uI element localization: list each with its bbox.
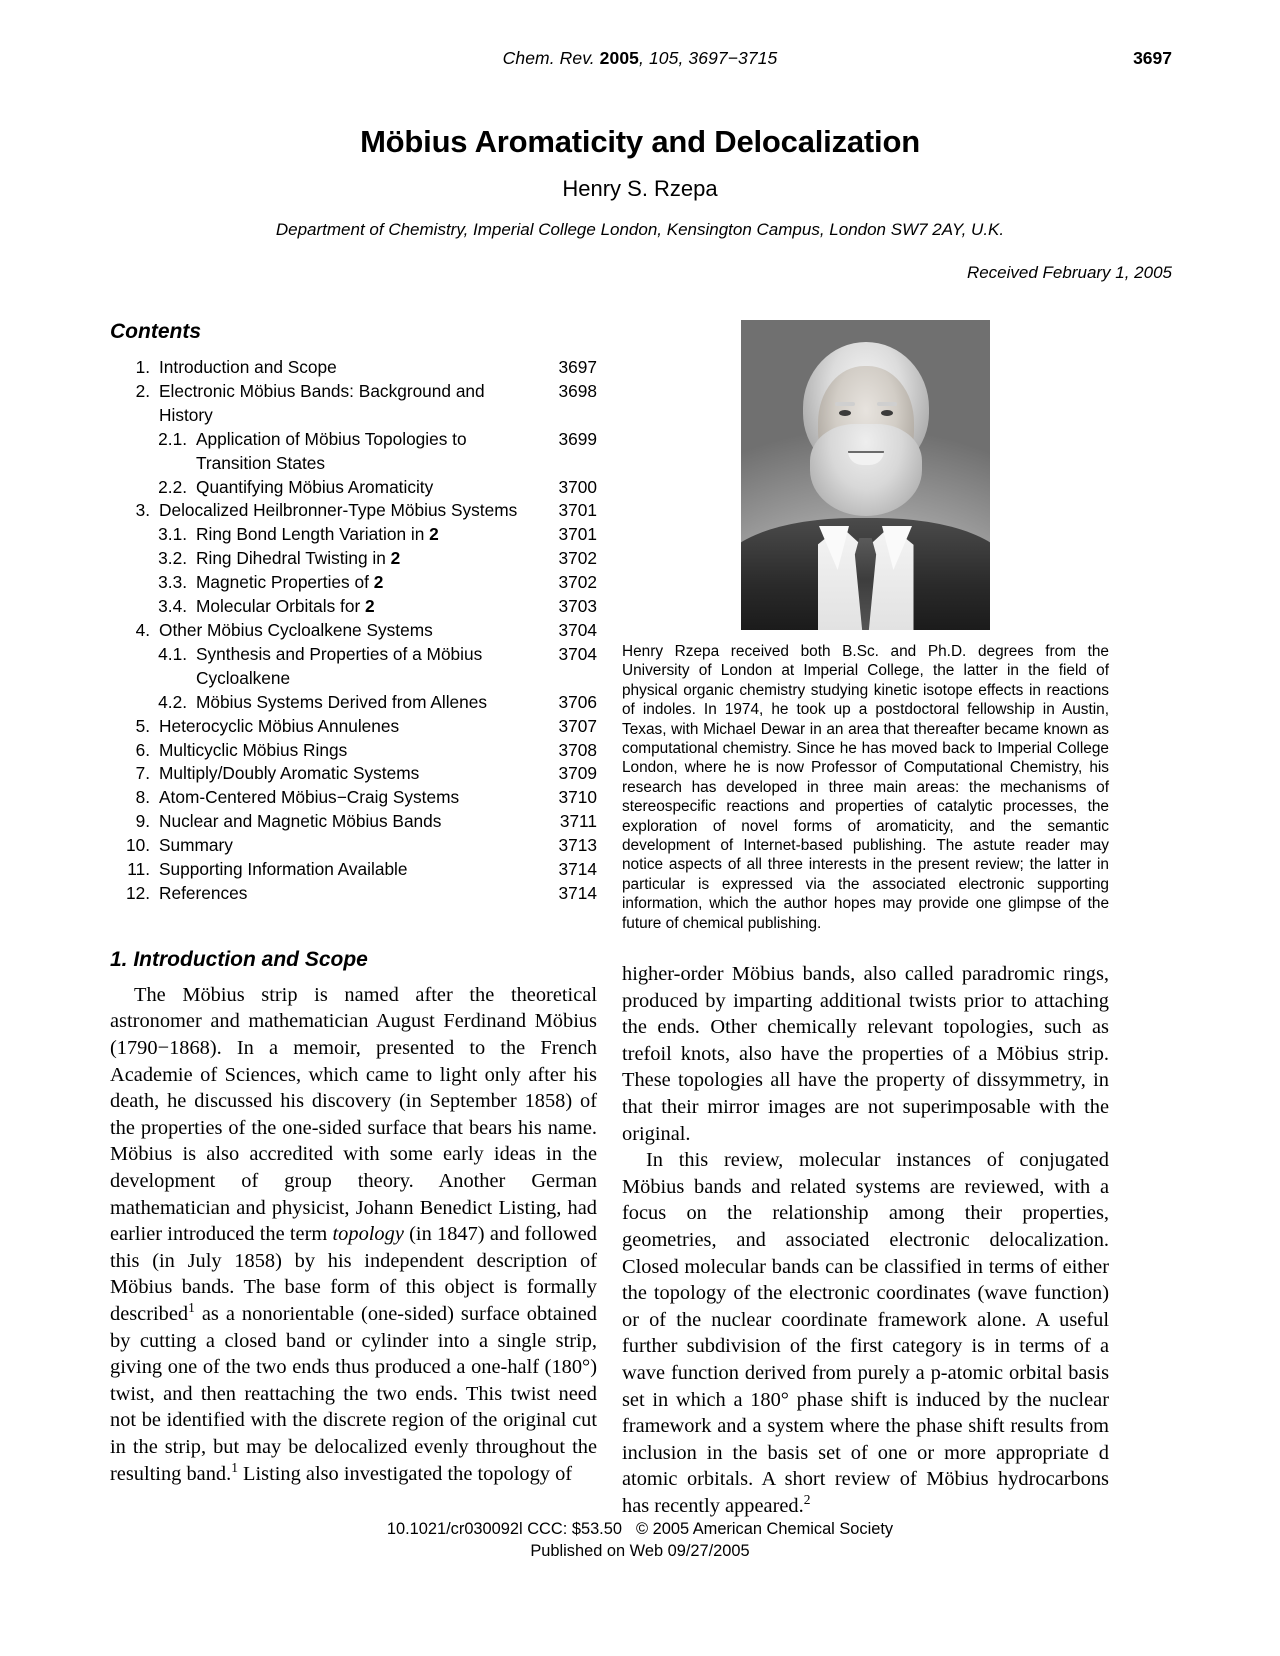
toc-entry-page: 3699 xyxy=(558,428,597,449)
author-biography: Henry Rzepa received both B.Sc. and Ph.D. degrees from the University of London at Imperial College, the latter in the field of physical organic chemistry studying kinetic isotope effects in reactions of indoles. In 1974, he took up a postdoctoral fellowship in Austin, Texas, with Michael Dewar in an area that thereafter became known as computational chemistry. Since he has moved back to Imperial College London, where he is now Professor of Computational Chemistry, his research has developed in three main areas: the mechanisms of stereospecific reactions and properties of catalytic processes, the exploration of novel forms of aromaticity, and the semantic development of Internet-based publishing. The astute reader may notice aspects of all three interests in the present review; the latter in particular is expressed via the associated electronic supporting information, which the author hopes may provide one glimpse of the future of chemical publishing. xyxy=(622,643,1109,932)
toc-entry-number: 9. xyxy=(135,811,150,832)
toc-entry-number: 1. xyxy=(135,357,150,377)
portrait-eyebrow-right xyxy=(877,402,897,406)
toc-entry-title: Heterocyclic Möbius Annulenes xyxy=(159,715,400,736)
toc-entry-page: 3704 xyxy=(558,619,597,640)
toc-entry-page: 3708 xyxy=(558,739,597,760)
toc-entry-title: Quantifying Möbius Aromaticity xyxy=(196,476,434,497)
toc-entry-page: 3706 xyxy=(558,691,597,712)
toc-entry-number: 2.2. xyxy=(158,476,187,497)
toc-entry[interactable] xyxy=(110,882,597,906)
right-column xyxy=(622,320,1109,1520)
toc-entry-page: 3704 xyxy=(558,643,597,664)
toc-entry-number: 2. xyxy=(135,380,150,401)
toc-entry[interactable] xyxy=(110,619,597,643)
left-column xyxy=(110,320,597,1487)
toc-entry-title: Electronic Möbius Bands: Background and History xyxy=(159,380,485,425)
portrait-figure xyxy=(622,320,1109,630)
toc-entry-number: 3. xyxy=(135,500,150,521)
portrait-eye-left xyxy=(839,410,851,416)
toc-entry-title: Magnetic Properties of 2 xyxy=(196,572,384,593)
received-date: Received February 1, 2005 xyxy=(966,263,1172,282)
running-head-citation: Chem. Rev. 2005, 105, 3697−3715 xyxy=(502,48,778,68)
toc-entry-number: 8. xyxy=(135,787,150,808)
toc-entry-title: References xyxy=(159,882,248,903)
toc-entry-page: 3711 xyxy=(559,811,597,832)
toc-entry-number: 4.2. xyxy=(158,691,187,712)
footer-line-2: Published on Web 09/27/2005 xyxy=(530,1542,750,1560)
section-1-paragraph-1-continuation: higher-order Möbius bands, also called paradromic rings, produced by imparting additional twists prior to attaching the ends. Other chemically relevant topologies, such as trefoil knots, also have the properties of a Möbius strip. These topologies all have the property of dissymmetry, in that their mirror images are not superimposable with the original. xyxy=(622,963,1109,1145)
portrait-eye-right xyxy=(881,410,893,416)
article-title: Möbius Aromaticity and Delocalization xyxy=(360,123,920,159)
toc-entry[interactable] xyxy=(110,786,597,810)
toc-entry-number: 2.1. xyxy=(158,428,187,449)
portrait-eyebrow-left xyxy=(835,402,855,406)
toc-entry[interactable] xyxy=(110,523,597,547)
toc-entry-title: Multicyclic Möbius Rings xyxy=(159,739,348,760)
toc-entry-page: 3703 xyxy=(558,596,597,617)
author-list: Henry S. Rzepa xyxy=(562,176,718,201)
toc-entry-page: 3702 xyxy=(558,572,597,593)
toc-entry[interactable] xyxy=(110,428,597,476)
section-1-paragraph-1: The Möbius strip is named after the theoretical astronomer and mathematician August Ferdinand Möbius (1790−1868). In a memoir, presented to the French Academie of Sciences, which came to light only after his death, he discussed his discovery (in September 1858) of the properties of the one-sided surface that bears his name. Möbius is also accredited with some early ideas in the development of group theory. Another German mathematician and physicist, Johann Benedict Listing, had earlier introduced the term topology (in 1847) and followed this (in July 1858) by his independent description of Möbius bands. The base form of this object is formally described$^1$ as a nonorientable (one-sided) surface obtained by cutting a closed band or cylinder into a single strip, giving one of the two ends thus produced a one-half (180°) twist, and then reattaching the two ends. This twist need not be identified with the discrete region of the original cut in the strip, but may be delocalized evenly throughout the resulting band.$^1$ Listing also investigated the topology of xyxy=(110,983,597,1485)
toc-entry-number: 11. xyxy=(127,859,150,880)
toc-entry-number: 5. xyxy=(135,715,150,736)
journal-volume: 105 xyxy=(648,48,679,68)
toc-entry-page: 3710 xyxy=(558,787,597,808)
toc-entry-title: Application of Möbius Topologies to Transition States xyxy=(196,428,467,473)
toc-entry-number: 4. xyxy=(135,619,150,640)
toc-entry-title: Ring Bond Length Variation in 2 xyxy=(196,524,439,545)
toc-entry-number: 3.3. xyxy=(158,572,187,593)
toc-entry-page: 3714 xyxy=(558,882,597,903)
toc-entry[interactable] xyxy=(110,858,597,882)
toc-entry-number: 6. xyxy=(135,739,150,760)
section-1-paragraph-2: In this review, molecular instances of conjugated Möbius bands and related systems are reviewed, with a focus on the relationship among their properties, geometries, and associated electronic delocalization. Closed molecular bands can be classified in terms of either the topology of the electronic coordinates (wave function) or of the nuclear coordinate framework alone. A useful further subdivision of the first category is in terms of a wave function derived from purely a p-atomic orbital basis set in which a 180° phase shift is induced by the nuclear framework and a system where the phase shift results from inclusion in the basis set of one or more appropriate d atomic orbitals. A short review of Möbius hydrocarbons has recently appeared.$^2$ xyxy=(622,1149,1109,1517)
toc-entry[interactable] xyxy=(110,356,597,380)
toc-entry-page: 3709 xyxy=(558,763,597,784)
toc-entry-page: 3698 xyxy=(558,380,597,401)
toc-entry-number: 3.1. xyxy=(158,524,187,545)
toc-entry-page: 3700 xyxy=(558,476,597,497)
toc-entry-title: Molecular Orbitals for 2 xyxy=(196,596,375,617)
doi: 10.1021/cr030092l xyxy=(386,1520,523,1538)
toc-entry[interactable] xyxy=(110,810,597,834)
toc-entry-page: 3707 xyxy=(558,715,597,736)
ccc-price: CCC: $53.50 xyxy=(527,1520,622,1538)
page-footer xyxy=(0,1518,1280,1562)
toc-entry-title: Multiply/Doubly Aromatic Systems xyxy=(159,763,420,784)
toc-entry-number: 12. xyxy=(125,882,150,903)
toc-entry-page: 3701 xyxy=(558,524,597,545)
toc-entry-number: 4.1. xyxy=(158,643,187,664)
toc-entry-page: 3714 xyxy=(558,859,597,880)
toc-entry[interactable] xyxy=(110,691,597,715)
toc-entry[interactable] xyxy=(110,571,597,595)
section-1-heading: 1. Introduction and Scope xyxy=(110,947,368,971)
toc-entry[interactable] xyxy=(110,380,597,428)
toc-entry-title: Ring Dihedral Twisting in 2 xyxy=(196,548,401,569)
journal-year: 2005 xyxy=(599,48,640,68)
toc-entry-title: Supporting Information Available xyxy=(159,859,408,880)
toc-entry[interactable] xyxy=(110,476,597,500)
toc-entry-page: 3697 xyxy=(558,357,597,377)
toc-entry-number: 10. xyxy=(125,835,150,856)
toc-entry[interactable] xyxy=(110,499,597,523)
toc-entry-number: 7. xyxy=(135,763,150,784)
journal-name: Chem. Rev. xyxy=(502,48,595,68)
right-column-body xyxy=(622,961,1109,1519)
toc-entry-title: Introduction and Scope xyxy=(159,357,337,377)
toc-entry-title: Delocalized Heilbronner-Type Möbius Systems xyxy=(159,500,518,521)
running-head xyxy=(108,48,1172,74)
toc-entry[interactable] xyxy=(110,595,597,619)
toc-entry[interactable] xyxy=(110,715,597,739)
journal-page-range: 3697−3715 xyxy=(688,48,778,68)
toc-entry-page: 3702 xyxy=(558,548,597,569)
section-1 xyxy=(110,948,597,1487)
toc-entry-title: Other Möbius Cycloalkene Systems xyxy=(159,619,433,640)
toc-entry-title: Atom-Centered Möbius−Craig Systems xyxy=(159,787,460,808)
toc-entry-title: Nuclear and Magnetic Möbius Bands xyxy=(159,811,442,832)
contents-heading: Contents xyxy=(110,320,201,343)
toc-entry-page: 3713 xyxy=(558,835,597,856)
toc-entry-page: 3701 xyxy=(558,500,597,521)
toc-entry-number: 3.2. xyxy=(158,548,187,569)
copyright: © 2005 American Chemical Society xyxy=(635,1520,894,1538)
page-number: 3697 xyxy=(1133,48,1172,68)
toc-entry[interactable] xyxy=(110,739,597,763)
table-of-contents xyxy=(110,356,597,906)
author-portrait-image xyxy=(741,320,990,630)
toc-entry-title: Summary xyxy=(159,835,233,856)
toc-entry[interactable] xyxy=(110,643,597,691)
toc-entry-number: 3.4. xyxy=(158,596,187,617)
toc-entry[interactable] xyxy=(110,547,597,571)
toc-entry-title: Möbius Systems Derived from Allenes xyxy=(196,691,488,712)
toc-entry[interactable] xyxy=(110,762,597,786)
toc-entry[interactable] xyxy=(110,834,597,858)
toc-entry-title: Synthesis and Properties of a Möbius Cycloalkene xyxy=(196,643,483,688)
portrait-beard xyxy=(810,424,922,516)
affiliation: Department of Chemistry, Imperial College London, Kensington Campus, London SW7 2AY, U.K. xyxy=(275,220,1005,239)
footer-line-1 xyxy=(0,1518,1280,1540)
